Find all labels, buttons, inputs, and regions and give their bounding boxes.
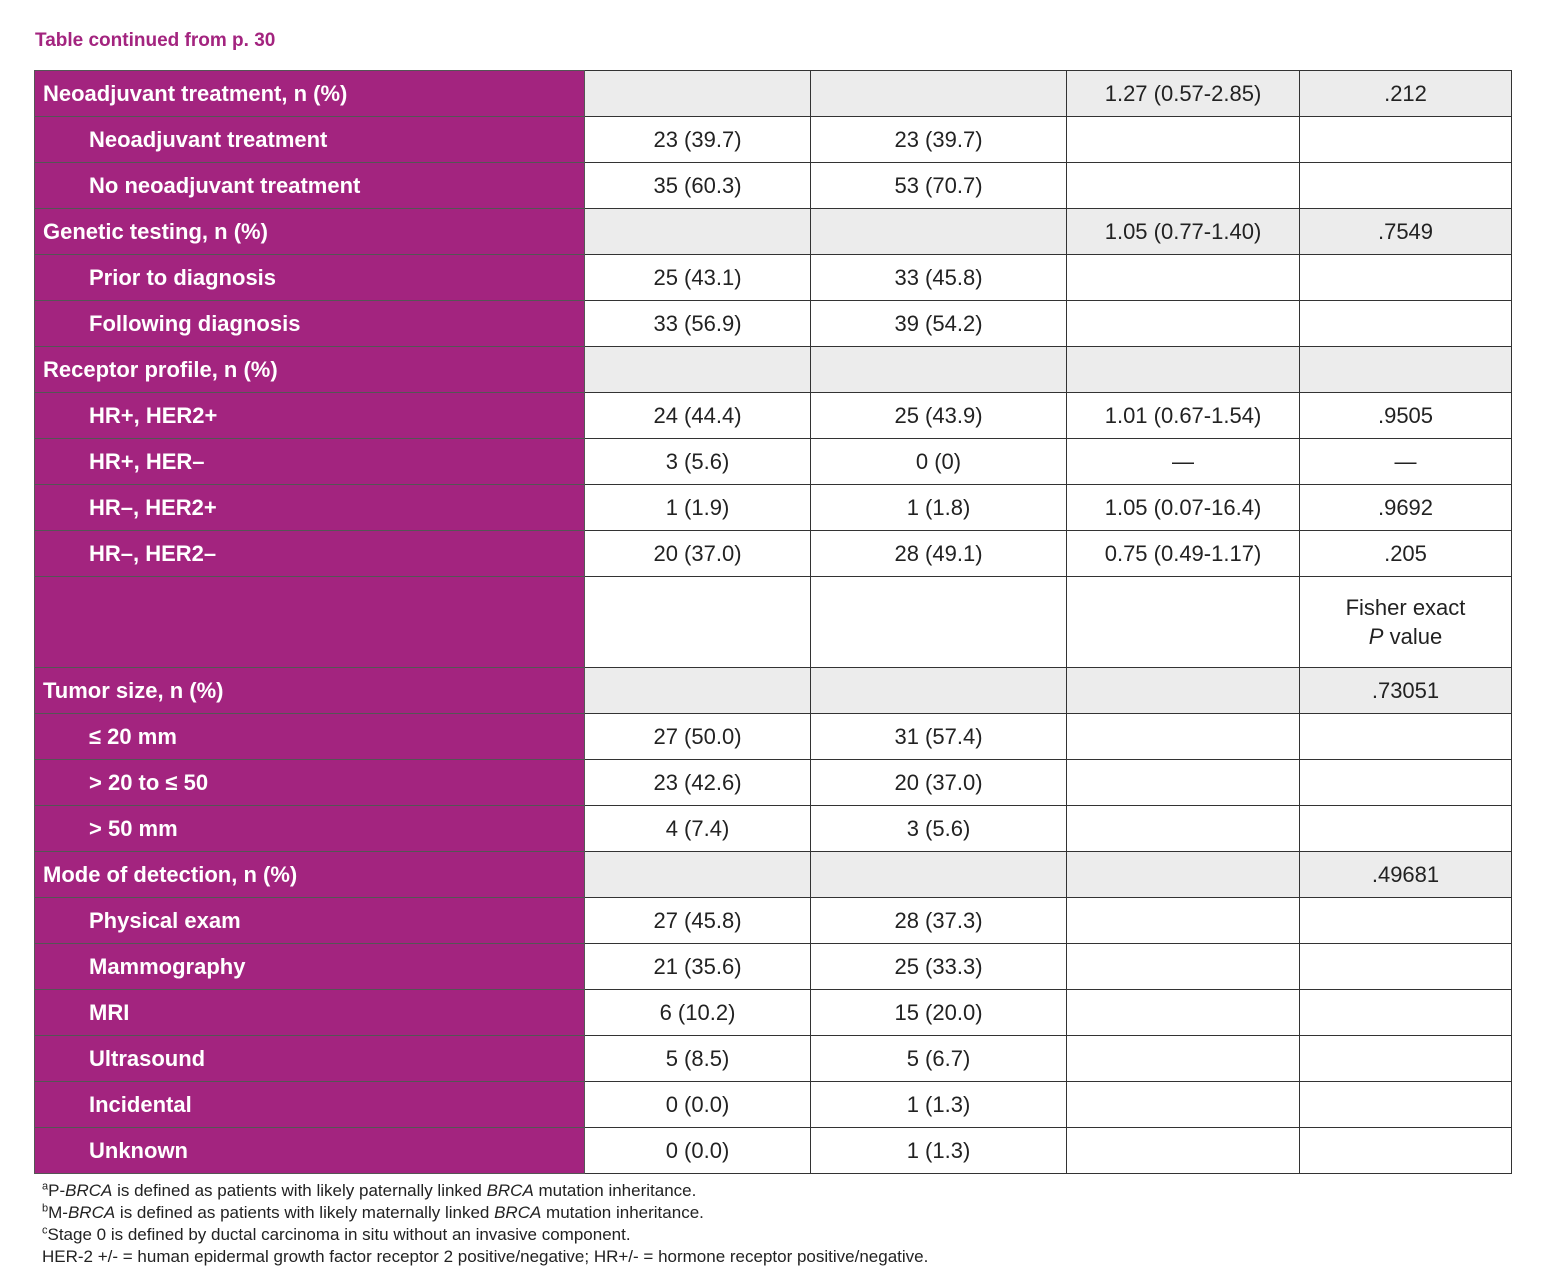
cell-col-1: 33 (56.9) — [585, 301, 811, 347]
cell-col-1 — [585, 71, 811, 117]
cell-col-3 — [1067, 990, 1300, 1036]
cell-col-1: 1 (1.9) — [585, 485, 811, 531]
cell-col-2: 1 (1.3) — [811, 1082, 1067, 1128]
cell-col-3 — [1067, 163, 1300, 209]
cell-col-2 — [811, 209, 1067, 255]
cell-col-4 — [1300, 255, 1512, 301]
cell-col-3 — [1067, 852, 1300, 898]
table-row — [35, 760, 1512, 806]
cell-col-4 — [1300, 806, 1512, 852]
cell-col-3 — [1067, 255, 1300, 301]
cell-col-4 — [1300, 944, 1512, 990]
cell-col-2: 39 (54.2) — [811, 301, 1067, 347]
cell-col-2: 25 (43.9) — [811, 393, 1067, 439]
row-label: ≤ 20 mm — [35, 714, 585, 760]
row-label: Mode of detection, n (%) — [35, 852, 585, 898]
cell-col-1: 23 (42.6) — [585, 760, 811, 806]
cell-col-3 — [1067, 898, 1300, 944]
cell-col-4 — [1300, 163, 1512, 209]
cell-col-3 — [1067, 668, 1300, 714]
row-label: HR–, HER2+ — [35, 485, 585, 531]
table-row — [35, 393, 1512, 439]
cell-col-2: 23 (39.7) — [811, 117, 1067, 163]
cell-col-1: 27 (50.0) — [585, 714, 811, 760]
cell-col-2: 28 (37.3) — [811, 898, 1067, 944]
cell-col-4: — — [1300, 439, 1512, 485]
footnote-a: $^a$P-BRCA is defined as patients with likely paternally linked BRCA mutation inheritance. — [42, 1180, 697, 1200]
table-row — [35, 255, 1512, 301]
cell-col-3 — [1067, 806, 1300, 852]
row-label: Incidental — [35, 1082, 585, 1128]
row-label: Receptor profile, n (%) — [35, 347, 585, 393]
cell-col-4: .205 — [1300, 531, 1512, 577]
cell-col-3 — [1067, 577, 1300, 668]
cell-col-4: .73051 — [1300, 668, 1512, 714]
section-row — [35, 71, 1512, 117]
row-label: MRI — [35, 990, 585, 1036]
cell-col-1 — [585, 668, 811, 714]
table-row — [35, 944, 1512, 990]
row-label: Neoadjuvant treatment, n (%) — [35, 71, 585, 117]
cell-col-1: 23 (39.7) — [585, 117, 811, 163]
fisher-label-line1: Fisher exact — [1345, 595, 1466, 620]
cell-col-2: 5 (6.7) — [811, 1036, 1067, 1082]
cell-col-4 — [1300, 301, 1512, 347]
cell-col-1: 0 (0.0) — [585, 1128, 811, 1174]
cell-col-3 — [1067, 117, 1300, 163]
cell-col-3 — [1067, 1128, 1300, 1174]
table-row — [35, 714, 1512, 760]
table-continued-note: Table continued from p. 30 — [35, 30, 276, 51]
section-row — [35, 852, 1512, 898]
row-label: Unknown — [35, 1128, 585, 1174]
cell-col-4 — [1300, 714, 1512, 760]
cell-col-4 — [1300, 1128, 1512, 1174]
cell-col-3 — [1067, 347, 1300, 393]
cell-col-2: 28 (49.1) — [811, 531, 1067, 577]
cell-col-3: 0.75 (0.49-1.17) — [1067, 531, 1300, 577]
cell-col-3 — [1067, 760, 1300, 806]
section-row — [35, 347, 1512, 393]
table-row — [35, 301, 1512, 347]
table-row — [35, 1036, 1512, 1082]
cell-col-4: .7549 — [1300, 209, 1512, 255]
cell-col-1: 35 (60.3) — [585, 163, 811, 209]
cell-col-2: 1 (1.8) — [811, 485, 1067, 531]
cell-col-2: 31 (57.4) — [811, 714, 1067, 760]
cell-col-4: .49681 — [1300, 852, 1512, 898]
cell-col-1: 27 (45.8) — [585, 898, 811, 944]
table-row — [35, 898, 1512, 944]
cell-col-4 — [1300, 760, 1512, 806]
cell-col-2 — [811, 577, 1067, 668]
cell-col-3: — — [1067, 439, 1300, 485]
cell-col-3: 1.27 (0.57-2.85) — [1067, 71, 1300, 117]
table-row — [35, 439, 1512, 485]
footnotes — [42, 1180, 928, 1268]
cell-col-4: .9505 — [1300, 393, 1512, 439]
cell-col-1: 24 (44.4) — [585, 393, 811, 439]
cell-col-4 — [1300, 577, 1512, 668]
row-label: Mammography — [35, 944, 585, 990]
cell-col-2: 1 (1.3) — [811, 1128, 1067, 1174]
cell-col-2: 3 (5.6) — [811, 806, 1067, 852]
cell-col-4: .9692 — [1300, 485, 1512, 531]
cell-col-1: 25 (43.1) — [585, 255, 811, 301]
table-row — [35, 485, 1512, 531]
footnote-c: $^c$Stage 0 is defined by ductal carcinoma in situ without an invasive component. — [42, 1224, 631, 1244]
cell-col-1: 20 (37.0) — [585, 531, 811, 577]
row-label: Tumor size, n (%) — [35, 668, 585, 714]
section-row — [35, 668, 1512, 714]
row-label: Neoadjuvant treatment — [35, 117, 585, 163]
cell-col-4 — [1300, 1082, 1512, 1128]
row-label: Physical exam — [35, 898, 585, 944]
row-label: HR+, HER– — [35, 439, 585, 485]
cell-col-3: 1.01 (0.67-1.54) — [1067, 393, 1300, 439]
row-label: No neoadjuvant treatment — [35, 163, 585, 209]
cell-col-1 — [585, 852, 811, 898]
cell-col-2 — [811, 852, 1067, 898]
cell-col-4 — [1300, 898, 1512, 944]
footnote-abbreviations: HER-2 +/- = human epidermal growth factor receptor 2 positive/negative; HR+/- = hormone receptor positive/negative. — [42, 1247, 929, 1266]
row-label — [35, 577, 585, 668]
cell-col-3 — [1067, 714, 1300, 760]
cell-col-1: 0 (0.0) — [585, 1082, 811, 1128]
cell-col-1 — [585, 347, 811, 393]
table-row — [35, 577, 1512, 668]
cell-col-3: 1.05 (0.77-1.40) — [1067, 209, 1300, 255]
cell-col-1: 5 (8.5) — [585, 1036, 811, 1082]
table-row — [35, 117, 1512, 163]
data-table — [34, 70, 1512, 1174]
table-row — [35, 806, 1512, 852]
fisher-label-line2: P value — [1368, 624, 1443, 649]
row-label: Prior to diagnosis — [35, 255, 585, 301]
cell-col-4 — [1300, 347, 1512, 393]
row-label: Following diagnosis — [35, 301, 585, 347]
cell-col-2 — [811, 347, 1067, 393]
cell-col-1: 4 (7.4) — [585, 806, 811, 852]
cell-col-2 — [811, 668, 1067, 714]
table-row — [35, 1082, 1512, 1128]
cell-col-2: 53 (70.7) — [811, 163, 1067, 209]
cell-col-4 — [1300, 990, 1512, 1036]
cell-col-3 — [1067, 1036, 1300, 1082]
table-row — [35, 990, 1512, 1036]
table-row — [35, 1128, 1512, 1174]
cell-col-1 — [585, 577, 811, 668]
row-label: Genetic testing, n (%) — [35, 209, 585, 255]
cell-col-2: 25 (33.3) — [811, 944, 1067, 990]
cell-col-2 — [811, 71, 1067, 117]
section-row — [35, 209, 1512, 255]
cell-col-2: 20 (37.0) — [811, 760, 1067, 806]
cell-col-1 — [585, 209, 811, 255]
cell-col-3 — [1067, 301, 1300, 347]
cell-col-1: 6 (10.2) — [585, 990, 811, 1036]
cell-col-3 — [1067, 944, 1300, 990]
table-row — [35, 531, 1512, 577]
cell-col-3 — [1067, 1082, 1300, 1128]
row-label: Ultrasound — [35, 1036, 585, 1082]
cell-col-2: 33 (45.8) — [811, 255, 1067, 301]
row-label: HR+, HER2+ — [35, 393, 585, 439]
cell-col-1: 3 (5.6) — [585, 439, 811, 485]
cell-col-3: 1.05 (0.07-16.4) — [1067, 485, 1300, 531]
cell-col-1: 21 (35.6) — [585, 944, 811, 990]
row-label: HR–, HER2– — [35, 531, 585, 577]
row-label: > 50 mm — [35, 806, 585, 852]
table-row — [35, 163, 1512, 209]
cell-col-2: 0 (0) — [811, 439, 1067, 485]
cell-col-4: .212 — [1300, 71, 1512, 117]
cell-col-4 — [1300, 1036, 1512, 1082]
footnote-b: $^b$M-BRCA is defined as patients with likely maternally linked BRCA mutation inheritance. — [42, 1202, 704, 1222]
row-label: > 20 to ≤ 50 — [35, 760, 585, 806]
cell-col-2: 15 (20.0) — [811, 990, 1067, 1036]
cell-col-4 — [1300, 117, 1512, 163]
